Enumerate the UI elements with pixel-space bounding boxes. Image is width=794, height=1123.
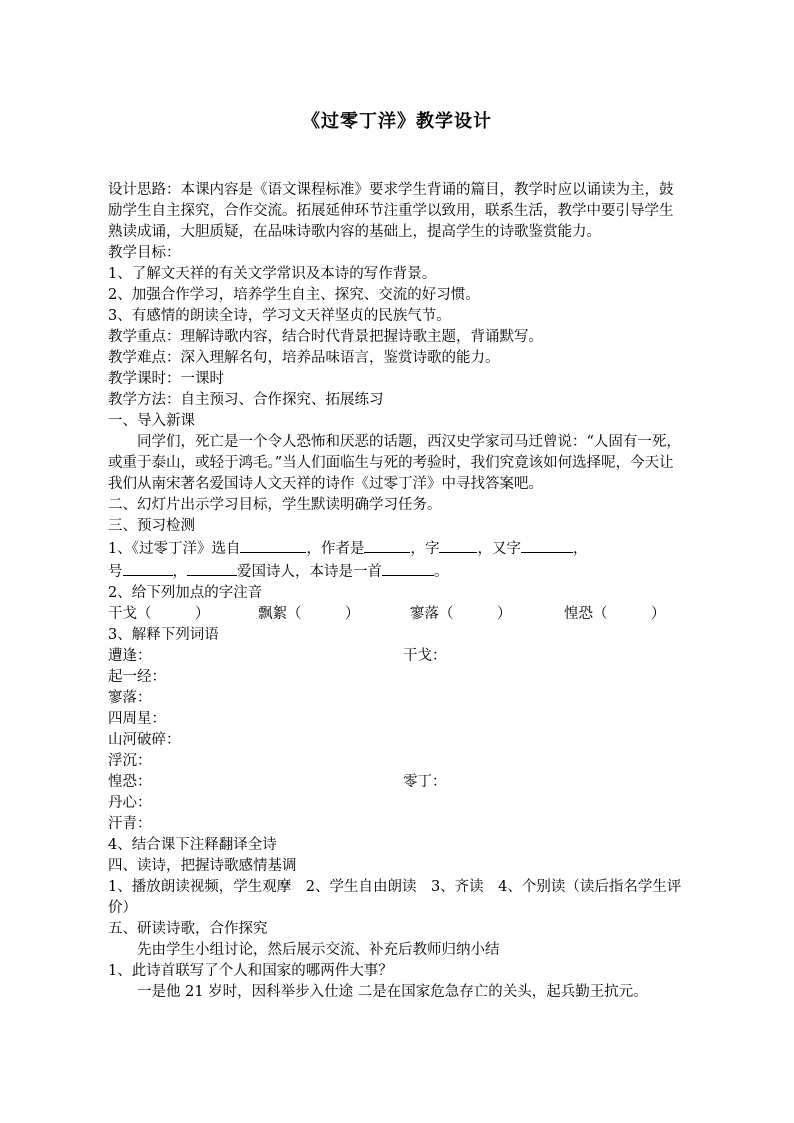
question-heading: 1、此诗首联写了个人和国家的哪两件大事？ xyxy=(108,963,393,979)
answer-blank[interactable] xyxy=(364,537,410,553)
term-label: 山河破碎： xyxy=(108,732,181,748)
question-heading: 4、结合课下注释翻译全诗 xyxy=(108,837,277,853)
answer-blank[interactable] xyxy=(187,560,237,576)
section-heading: 二、幻灯片出示学习目标，学生默读明确学习任务。 xyxy=(108,497,442,513)
question-text: 。 xyxy=(434,564,449,580)
goals-heading: 教学目标： xyxy=(108,245,181,261)
term-row xyxy=(108,709,686,730)
answer-blank[interactable] xyxy=(123,560,173,576)
term-label: 起一经： xyxy=(108,669,166,685)
answer-blank[interactable] xyxy=(240,537,306,553)
term-row xyxy=(108,814,686,835)
section-text: 先由学生小组讨论，然后展示交流、补充后教师归纳小结 xyxy=(137,942,500,958)
question-text: ，字 xyxy=(410,541,440,557)
pinyin-item: 寥落（ ） xyxy=(410,606,512,622)
term-row xyxy=(108,772,686,793)
pinyin-item: 干戈（ ） xyxy=(108,606,210,622)
key-point: 教学重点：理解诗歌内容，结合时代背景把握诗歌主题，背诵默写。 xyxy=(108,329,543,345)
pinyin-row xyxy=(108,604,686,625)
term-label: 汗青： xyxy=(108,816,152,832)
section-heading: 四、读诗，把握诗歌感情基调 xyxy=(108,858,297,874)
section-text: 1、播放朗读视频，学生观摩 2、学生自由朗读 3、齐读 4、个别读（读后指名学生评价） xyxy=(108,879,682,916)
fill-in-question-1-cont xyxy=(108,560,686,583)
document-body xyxy=(108,180,686,1003)
question-text: ， xyxy=(572,541,588,557)
answer-blank[interactable] xyxy=(439,537,477,553)
term-label: 丹心： xyxy=(108,795,152,811)
class-hours: 教学课时：一课时 xyxy=(108,371,224,387)
question-text: ，作者是 xyxy=(306,541,365,557)
document-title: 《过零丁洋》教学设计 xyxy=(302,111,492,132)
section-text: 同学们，死亡是一个令人恐怖和厌恶的话题，西汉史学家司马迁曾说：“人固有一死，或重于泰山，或轻于鸿毛。”当人们面临生与死的考验时，我们究竟该如何选择呢，今天让我们从南宋著名爱国诗人文天祥的诗作《过零丁洋》中寻找答案吧。 xyxy=(108,434,681,492)
difficulty: 教学难点：深入理解名句，培养品味语言，鉴赏诗歌的能力。 xyxy=(108,350,500,366)
answer-blank[interactable] xyxy=(521,537,573,553)
question-text: 1、《过零丁洋》选自 xyxy=(108,541,241,557)
section-heading: 五、研读诗歌，合作探究 xyxy=(108,921,268,937)
term-row xyxy=(108,667,686,688)
pinyin-item: 飘絮（ ） xyxy=(258,606,360,622)
term-row xyxy=(108,730,686,751)
question-heading: 3、解释下列词语 xyxy=(108,627,219,643)
answer-blank[interactable] xyxy=(382,560,434,576)
question-text: ，又字 xyxy=(477,541,521,557)
question-text: 爱国诗人，本诗是一首 xyxy=(237,564,382,580)
term-label: 遭逢： xyxy=(108,648,152,664)
term-row xyxy=(108,751,686,772)
question-heading: 2、给下列加点的字注音 xyxy=(108,585,263,601)
answer-text: 一是他 21 岁时，因科举步入仕途 二是在国家危急存亡的关头，起兵勤王抗元。 xyxy=(137,984,648,1000)
term-label: 寥落： xyxy=(108,690,152,706)
goal-item: 3、有感情的朗读全诗，学习文天祥坚贞的民族气节。 xyxy=(108,308,451,324)
pinyin-item: 惶恐（ ） xyxy=(564,606,666,622)
section-heading: 一、导入新课 xyxy=(108,413,195,429)
term-label: 零丁： xyxy=(403,774,447,790)
teaching-methods: 教学方法：自主预习、合作探究、拓展练习 xyxy=(108,392,384,408)
goal-item: 1、了解文天祥的有关文学常识及本诗的写作背景。 xyxy=(108,266,437,282)
term-label: 惶恐： xyxy=(108,774,152,790)
design-intro: 设计思路：本课内容是《语文课程标准》要求学生背诵的篇目，教学时应以诵读为主，鼓励学生自主探究，合作交流。拓展延伸环节注重学以致用，联系生活，教学中要引导学生熟读成诵，大胆质疑，在品味诗歌内容的基础上，提高学生的诗歌鉴赏能力。 xyxy=(108,182,674,240)
term-label: 干戈： xyxy=(403,648,447,664)
term-row xyxy=(108,688,686,709)
section-heading: 三、预习检测 xyxy=(108,518,195,534)
term-label: 四周星： xyxy=(108,711,166,727)
question-text: 号 xyxy=(108,564,123,580)
term-label: 浮沉： xyxy=(108,753,152,769)
term-row xyxy=(108,793,686,814)
term-row xyxy=(108,646,686,667)
fill-in-question-1 xyxy=(108,537,686,560)
question-text: ， xyxy=(172,564,187,580)
goal-item: 2、加强合作学习，培养学生自主、探究、交流的好习惯。 xyxy=(108,287,480,303)
